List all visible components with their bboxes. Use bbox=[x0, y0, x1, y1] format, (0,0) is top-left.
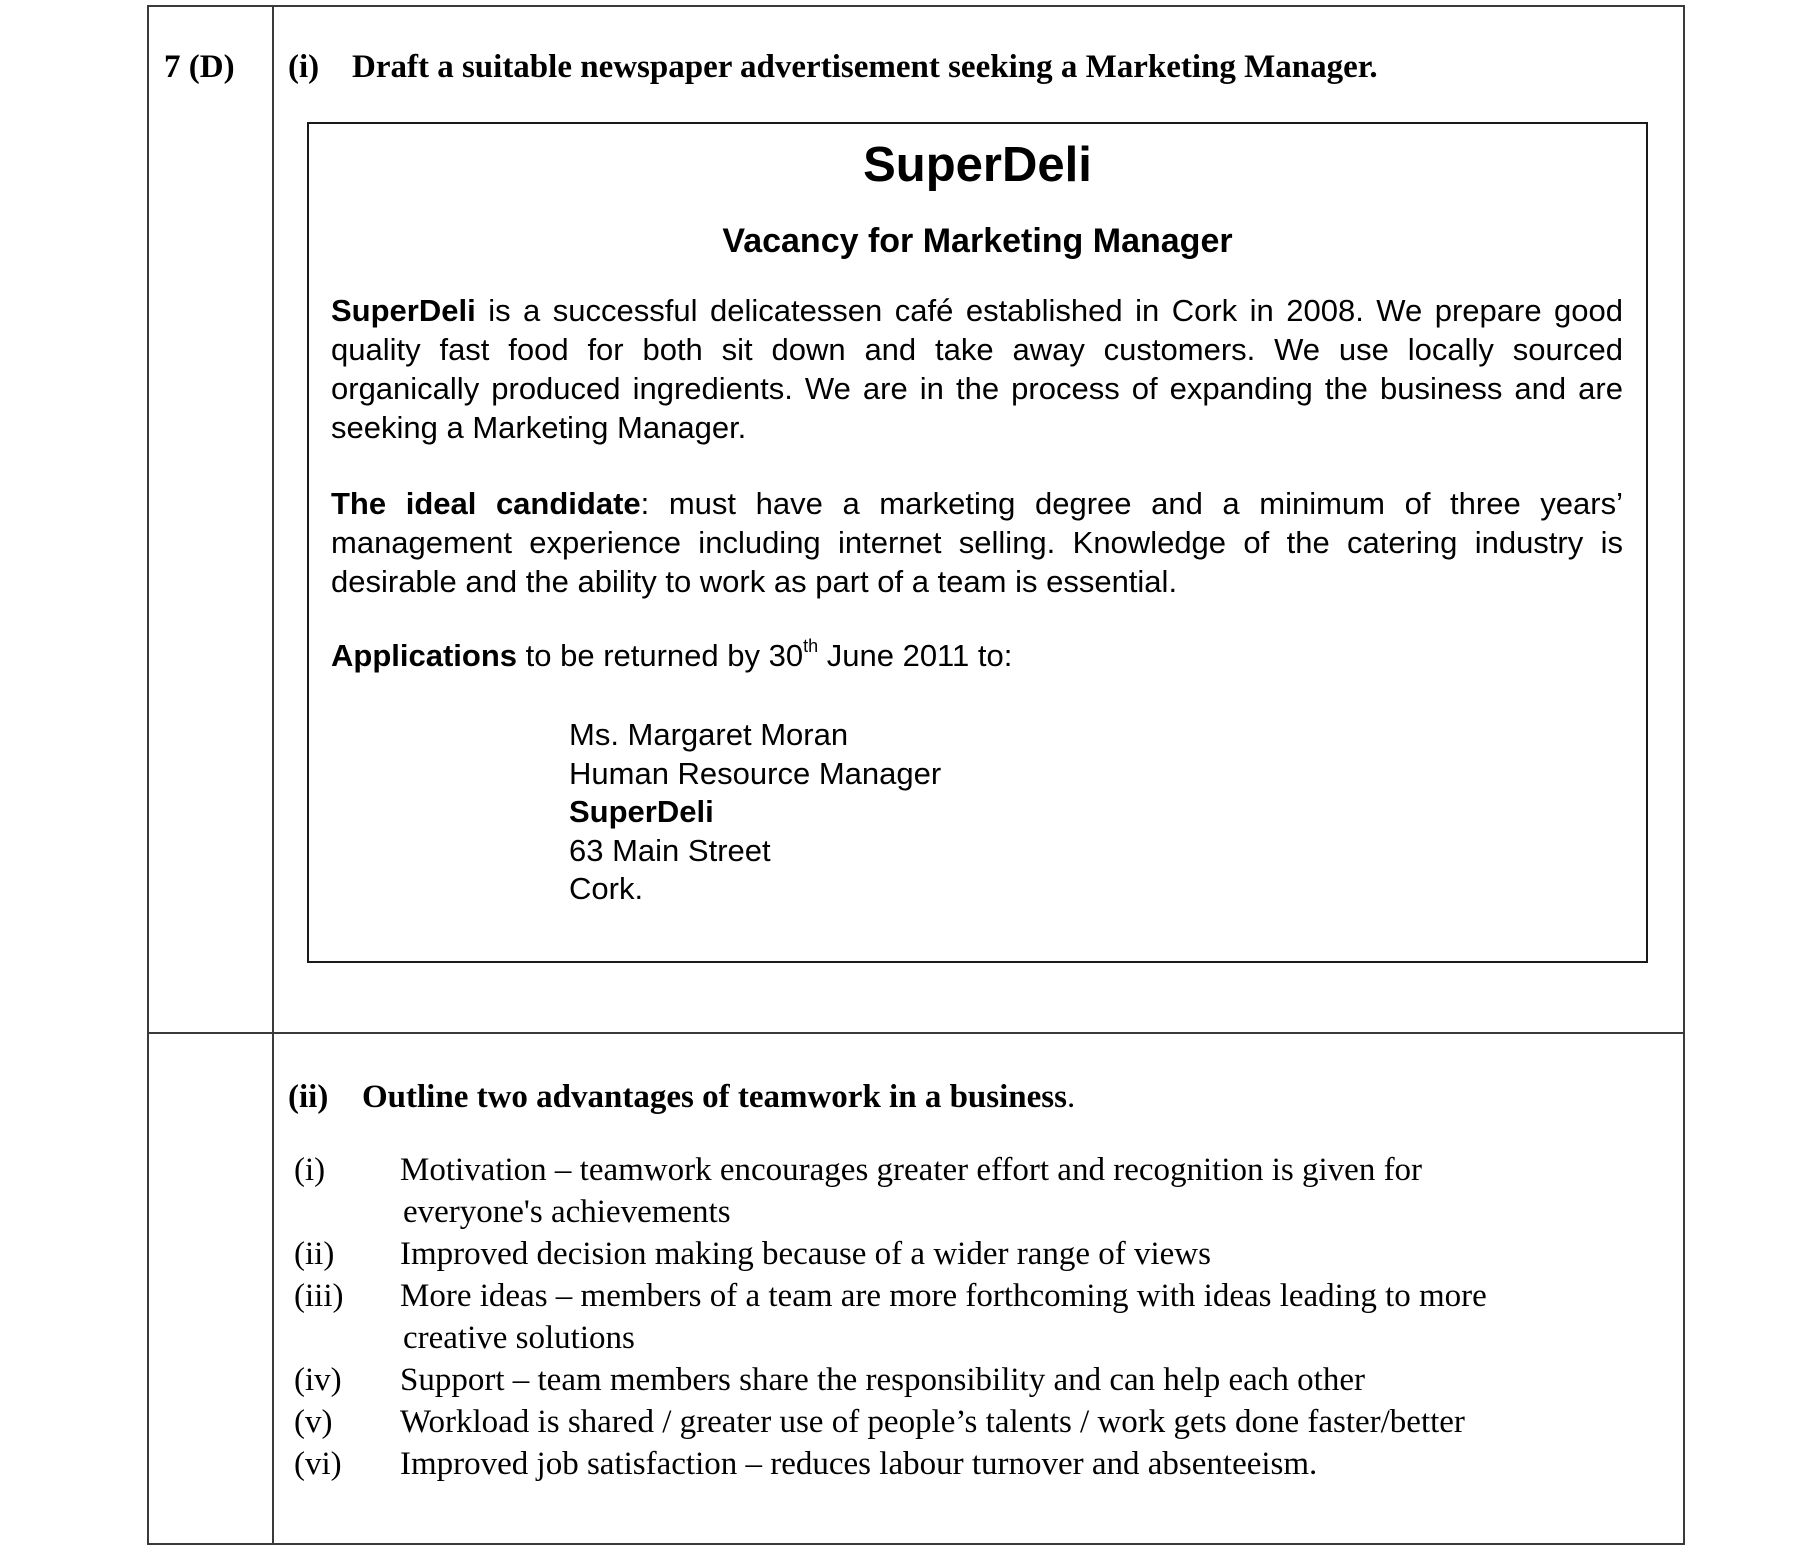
list-item-text: More ideas – members of a team are more forthcoming with ideas leading to more bbox=[400, 1278, 1487, 1314]
list-item bbox=[294, 1275, 1674, 1359]
list-item-text: Workload is shared / greater use of people’s talents / work gets done faster/better bbox=[400, 1404, 1465, 1440]
address-city: Cork. bbox=[569, 871, 644, 906]
applications-text-before: to be returned by 30 bbox=[517, 638, 804, 673]
part-ii-text: Outline two advantages of teamwork in a business bbox=[362, 1079, 1067, 1115]
list-item-number: (i) bbox=[294, 1152, 326, 1188]
part-ii-end: . bbox=[1066, 1079, 1076, 1115]
list-item bbox=[294, 1233, 1674, 1275]
applications-text-after: June 2011 to: bbox=[818, 638, 1013, 673]
part-i-text: Draft a suitable newspaper advertisement seeking a Marketing Manager. bbox=[352, 49, 1378, 85]
list-item-text-continued: creative solutions bbox=[403, 1320, 635, 1356]
intro-text: is a successful delicatessen café established in Cork in 2008. We prepare good quality fast food for both sit down and take away customers. We use locally sourced organically produced ingredients. We are in the process of expanding the business and are seeking a Marketing Manager. bbox=[331, 293, 1623, 445]
address-block bbox=[569, 716, 941, 909]
list-item bbox=[294, 1149, 1674, 1233]
applications-heading: Applications bbox=[331, 638, 518, 673]
list-item-text: Motivation – teamwork encourages greater effort and recognition is given for bbox=[400, 1152, 1423, 1188]
table-column-divider bbox=[272, 5, 274, 1545]
list-item-number: (vi) bbox=[294, 1446, 342, 1482]
list-item bbox=[294, 1359, 1674, 1401]
part-ii-roman: (ii) bbox=[288, 1079, 329, 1115]
answer-list bbox=[294, 1149, 1674, 1485]
list-item bbox=[294, 1443, 1674, 1485]
list-item-text: Improved decision making because of a wider range of views bbox=[400, 1236, 1211, 1272]
table-row-divider bbox=[147, 1032, 1685, 1034]
part-i-roman: (i) bbox=[288, 49, 320, 85]
list-item-text: Support – team members share the responsibility and can help each other bbox=[400, 1362, 1365, 1398]
list-item-number: (ii) bbox=[294, 1236, 335, 1272]
advert-subtitle: Vacancy for Marketing Manager bbox=[722, 222, 1233, 260]
advert-paragraph-applications bbox=[331, 636, 1623, 675]
list-item-text-continued: everyone's achievements bbox=[403, 1194, 731, 1230]
advert-paragraph-candidate bbox=[331, 484, 1623, 601]
address-name: Ms. Margaret Moran bbox=[569, 717, 849, 752]
list-item bbox=[294, 1401, 1674, 1443]
address-company: SuperDeli bbox=[569, 794, 714, 829]
question-part-ii bbox=[288, 1079, 1075, 1116]
question-number: 7 (D) bbox=[164, 49, 235, 85]
list-item-number: (iv) bbox=[294, 1362, 342, 1398]
applications-date-suffix: th bbox=[803, 636, 819, 656]
address-role: Human Resource Manager bbox=[569, 755, 942, 791]
list-item-text: Improved job satisfaction – reduces labour turnover and absenteeism. bbox=[400, 1446, 1318, 1482]
list-item-number: (v) bbox=[294, 1404, 333, 1440]
advert-title: SuperDeli bbox=[863, 138, 1092, 192]
question-part-i bbox=[288, 49, 1378, 86]
list-item-number: (iii) bbox=[294, 1278, 344, 1314]
address-street: 63 Main Street bbox=[569, 832, 771, 868]
candidate-text: : must have a marketing degree and a minimum of three years’ management experience including internet selling. Knowledge of the catering industry is desirable and the ability to work as part of a team is essential. bbox=[331, 486, 1623, 599]
candidate-heading: The ideal candidate bbox=[331, 486, 641, 521]
intro-company-name: SuperDeli bbox=[331, 293, 476, 328]
advert-paragraph-intro bbox=[331, 291, 1623, 447]
